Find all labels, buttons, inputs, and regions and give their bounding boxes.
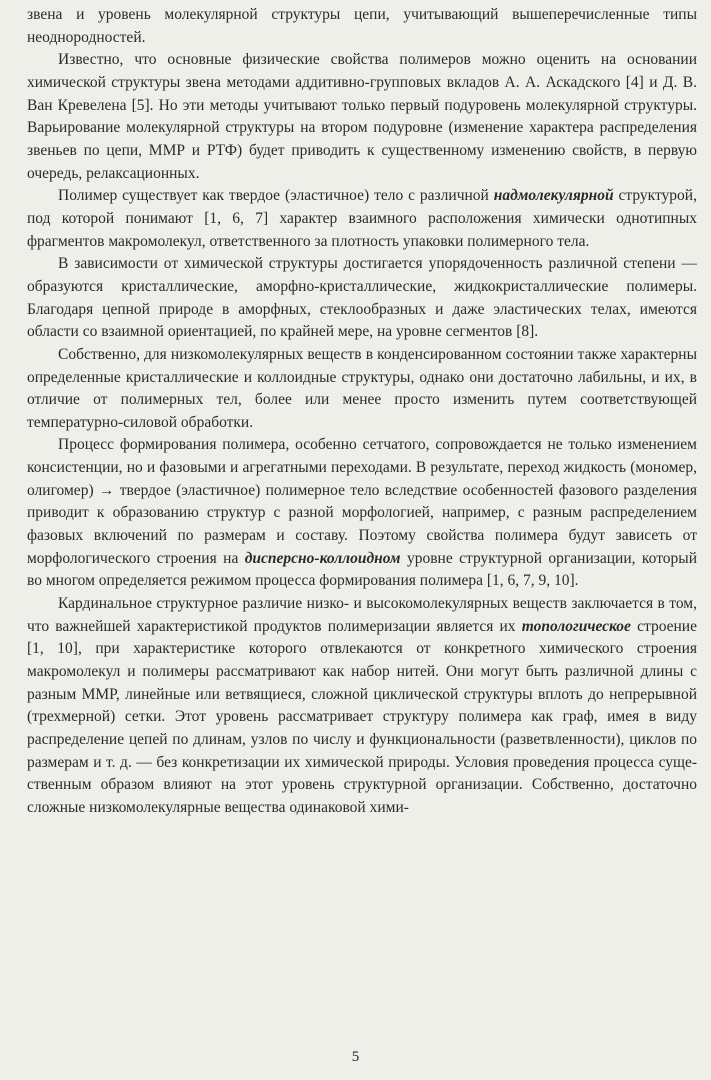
page-number: 5 xyxy=(351,1049,360,1065)
text-segment: строение [1, 10], при характеристике которого отвлекаются от конкретного химического строения макромолекул и полимеры рассматривают как набор нитей. Они могут быть различной длины с разным ММР, линейные или ветвящиеся, сложной циклической структуры вплоть до непрерывной (трехмерной) сетки. Этот уровень рассматривает структуру полимера как граф, имея в виду распределение цепей по длинам, узлов по числу и функциональности (разветвленности), циклов по размерам и т. д. — без конкретизации их химической природы. Условия проведения процесса существенным образом влияют на этот уровень структурной организации. Собственно, достаточно сложные низкомолекулярные вещества одинаковой хими- xyxy=(27,617,697,816)
paragraph xyxy=(27,253,697,344)
paragraph xyxy=(27,49,697,185)
emphasized-term: топологическое xyxy=(521,617,631,635)
text-segment: звена и уровень молекулярной структуры цепи, учитывающий вышеперечисленные типы неоднородностей. xyxy=(27,6,697,46)
body-text xyxy=(27,4,697,820)
paragraph xyxy=(27,344,697,435)
text-segment: В зависимости от химической структуры достигается упорядоченность различной степени — образуются кристаллические, аморфно-кристаллические, жидкокристаллические полимеры. Благодаря цепной природе в аморфных, стеклообразных и даже эластических телах, имеются области со взаимной ориентацией, по крайней мере, на уровне сегментов [8]. xyxy=(27,255,697,341)
text-segment: Процесс формирования полимера, особенно сетчатого, сопровождается не только изменением консистенции, но и фазовыми и агрегатными переходами. В результате, переход жидкость (мономер, олигомер) → твердое (эластичное) полимерное тело вследствие особенностей фазового разделения приводит к образованию структур с разной морфологией, например, с разным распределением фазовых включений по размерам и составу. Поэтому свойства полимера будут зависеть от морфологического строения на xyxy=(27,436,697,567)
paragraph xyxy=(27,4,697,49)
text-segment: структурой, под которой понимают [1, 6, 7] характер взаимного расположения химически однотипных фрагментов макромолекул, ответственного за плотность упаковки полимерного тела. xyxy=(27,187,697,250)
paragraph xyxy=(27,434,697,593)
text-segment: Кардинальное структурное различие низко- и высокомолекулярных веществ заключается в том, что важнейшей характеристикой продуктов полимеризации является их xyxy=(27,595,697,635)
text-segment: Полимер существует как твердое (эластичное) тело с различной xyxy=(58,187,494,205)
text-segment: Известно, что основные физические свойства полимеров можно оценить на основании химической структуры звена методами аддитивно-групповых вкладов А. А. Аскадского [4] и Д. В. Ван Кревелена [5]. Но эти методы учитывают только первый подуровень молекулярной структуры. Варьирование молекулярной структуры на втором подуровне (изменение характера распределения звеньев по цепи, ММР и РТФ) будет приводить к существенному изменению свойств, в первую очередь, релаксационных. xyxy=(27,51,697,182)
emphasized-term: дисперсно-коллоидном xyxy=(244,549,401,567)
emphasized-term: надмолекулярной xyxy=(493,187,614,205)
text-segment: Собственно, для низкомолекулярных веществ в конденсированном состоянии также характерны определенные кристаллические и коллоидные структуры, однако они достаточно лабильны, и их, в отличие от полимерных тел, более или менее просто изменить путем соответствующей температурно-силовой обработки. xyxy=(27,345,697,431)
paragraph xyxy=(27,185,697,253)
paragraph xyxy=(27,593,697,820)
text-segment: уровне структурной организации, который во многом определяется режимом процесса формирования полимера [1, 6, 7, 9, 10]. xyxy=(27,549,697,590)
